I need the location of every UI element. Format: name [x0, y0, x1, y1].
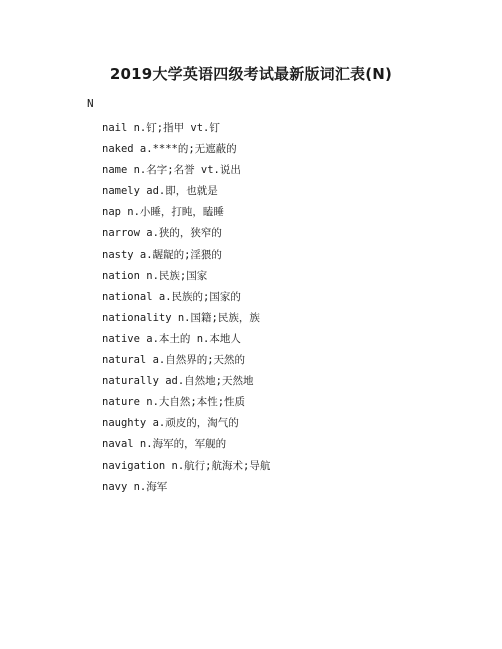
vocabulary-entry: natural a.自然界的;天然的: [102, 354, 246, 367]
vocabulary-entry: namely ad.即，也就是: [102, 185, 218, 198]
vocabulary-entry: nap n.小睡，打盹，瞌睡: [102, 206, 224, 219]
vocabulary-entry: name n.名字;名誉 vt.说出: [102, 164, 241, 177]
vocabulary-entry: naughty a.顽皮的，淘气的: [102, 417, 239, 430]
document-title: 2019大学英语四级考试最新版词汇表(N): [109, 65, 393, 83]
vocabulary-entry: narrow a.狭的，狭窄的: [102, 227, 222, 240]
vocabulary-entry: nation n.民族;国家: [102, 269, 208, 282]
vocabulary-entry: navy n.海军: [102, 480, 168, 493]
vocabulary-entry: nail n.钉;指甲 vt.钉: [102, 122, 220, 134]
vocabulary-entry: nasty a.龌龊的;淫猥的: [102, 248, 222, 261]
vocabulary-entry: nationality n.国籍;民族，族: [102, 311, 260, 324]
vocabulary-entry: naked a.****的;无遮蔽的: [102, 143, 237, 156]
vocabulary-entry: native a.本土的 n.本地人: [102, 332, 241, 345]
vocabulary-list: [102, 118, 270, 498]
vocabulary-entry: naturally ad.自然地;天然地: [102, 375, 254, 388]
vocabulary-entry: national a.民族的;国家的: [102, 290, 241, 303]
section-letter: N: [87, 97, 94, 110]
vocabulary-entry: nature n.大自然;本性;性质: [102, 396, 246, 409]
vocabulary-entry: naval n.海军的，军舰的: [102, 438, 227, 451]
vocabulary-entry: navigation n.航行;航海术;导航: [102, 459, 271, 472]
